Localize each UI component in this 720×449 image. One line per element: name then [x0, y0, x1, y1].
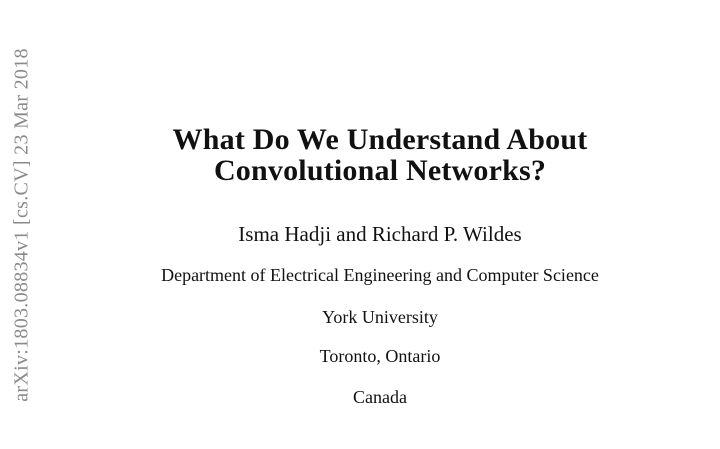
paper-title-line-1: What Do We Understand About: [172, 123, 588, 156]
paper-title-line-2: Convolutional Networks?: [213, 154, 547, 187]
author-names: Isma Hadji and Richard P. Wildes: [238, 222, 522, 246]
affiliation-country: Canada: [353, 387, 407, 407]
arxiv-identifier-stamp: arXiv:1803.08834v1 [cs.CV] 23 Mar 2018: [10, 48, 33, 402]
paper-title: [130, 124, 630, 186]
affiliation-city: Toronto, Ontario: [319, 346, 441, 366]
affiliation-university: York University: [322, 307, 438, 327]
affiliation-department: Department of Electrical Engineering and Computer Science: [161, 265, 599, 285]
